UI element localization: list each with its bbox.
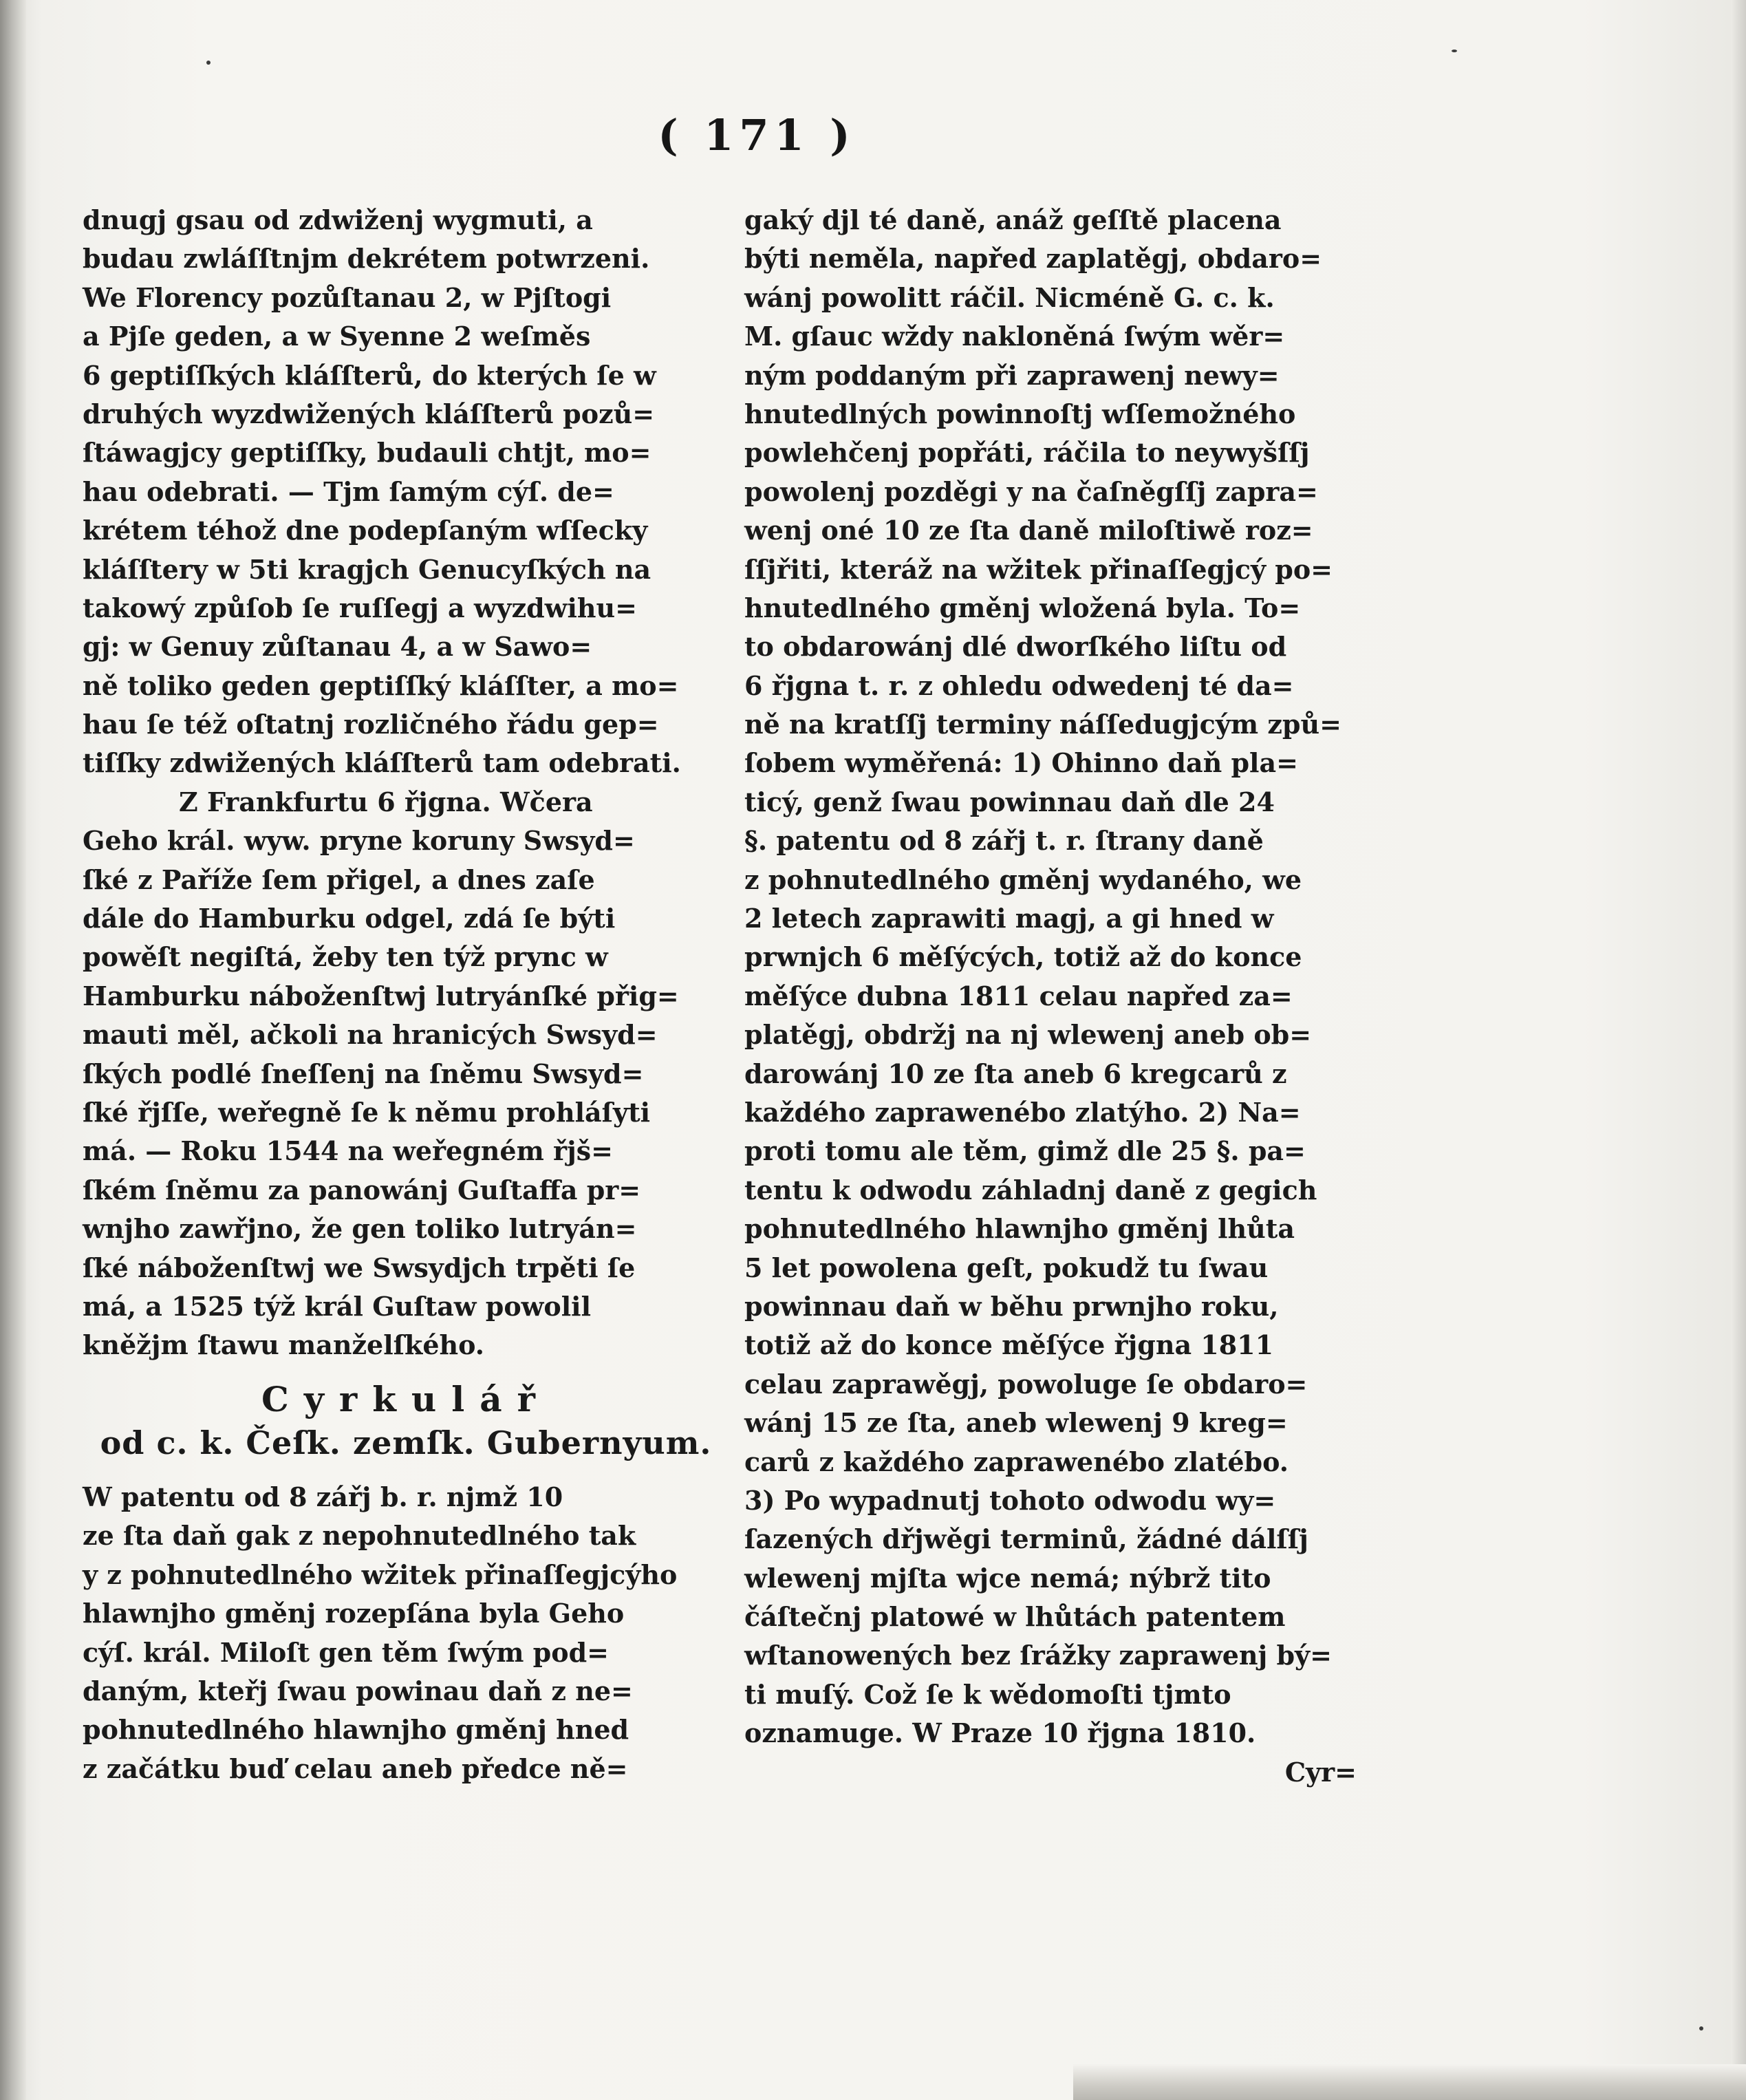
text-line: ſſjřiti, kteráž na wžitek přinaſſegjcý po= <box>744 553 1333 585</box>
text-line: ſké náboženſtwj we Swsydjch trpěti ſe <box>83 1252 636 1283</box>
text-line: prwnjch 6 měſýcých, totiž až do konce <box>744 941 1302 973</box>
text-line: powlehčenj popřáti, ráčila to neywyšſſj <box>744 437 1310 469</box>
text-line: dnugj gsau od zdwiženj wygmuti, a <box>83 204 593 235</box>
text-line: hnutedlných powinnoſtj wſſemožného <box>744 398 1296 429</box>
text-line: ſké z Paříže ſem přigel, a dnes zaſe <box>83 864 595 895</box>
text-line: Hamburku náboženſtwj lutryánſké přig= <box>83 980 679 1011</box>
text-line: ſtáwagjcy geptiſſky, budauli chtjt, mo= <box>83 437 651 469</box>
text-line: měſýce dubna 1811 celau napřed za= <box>744 980 1293 1011</box>
text-line: čáſtečnj platowé w lhůtách patentem <box>744 1601 1286 1633</box>
text-line: hau ſe též oſtatnj rozličného řádu gep= <box>83 709 659 740</box>
text-line: mauti měl, ačkoli na hranicých Swsyd= <box>83 1019 658 1051</box>
text-line: ſkém ſněmu za panowánj Guſtaffa pr= <box>83 1174 641 1206</box>
text-line: powěſt negiſtá, žeby ten týž prync w <box>83 941 608 973</box>
text-line: §. patentu od 8 zářj t. r. ſtrany daně <box>744 825 1264 857</box>
text-line: budau zwláſſtnjm dekrétem potwrzeni. <box>83 243 650 275</box>
text-line: z začátku buď celau aneb předce ně= <box>83 1753 628 1784</box>
text-line: cýſ. král. Miloſt gen těm ſwým pod= <box>83 1636 609 1668</box>
ink-speck <box>1452 50 1457 52</box>
page-edge <box>1731 0 1746 2100</box>
text-line: 6 geptiſſkých kláſſterů, do kterých ſe w <box>83 359 656 391</box>
text-line: a Pjſe geden, a w Syenne 2 weſměs <box>83 321 591 352</box>
circular-subtitle: od c. k. Čeſk. zemſk. Gubernyum. <box>100 1424 712 1461</box>
text-line: totiž až do konce měſýce řjgna 1811 <box>744 1329 1274 1361</box>
ink-speck <box>1699 2026 1703 2031</box>
text-line: takowý způſob ſe ruſſegj a wyzdwihu= <box>83 592 637 623</box>
text-line: daným, kteřj ſwau powinau daň z ne= <box>83 1675 633 1706</box>
text-line: darowánj 10 ze ſta aneb 6 kregcarů z <box>744 1058 1287 1089</box>
text-line: wnjho zawřjno, že gen toliko lutryán= <box>83 1213 637 1245</box>
text-line: ně na kratſſj terminy náſſedugjcým způ= <box>744 709 1341 740</box>
left-column <box>83 201 726 1365</box>
text-line: ti muſý. Což ſe k wědomoſti tjmto <box>744 1678 1231 1710</box>
text-line: M. gſauc wždy nakloněná ſwým wěr= <box>744 321 1285 352</box>
text-line: ně toliko geden geptiſſký kláſſter, a mo= <box>83 669 679 701</box>
text-line: hlawnjho gměnj rozepſána byla Geho <box>83 1598 625 1629</box>
dateline: Z Frankfurtu 6 řjgna. Wčera <box>179 786 593 817</box>
text-line: ſazených dřjwěgi terminů, žádné dálſſj <box>744 1523 1308 1555</box>
text-line: má, a 1525 týž král Guſtaw powolil <box>83 1290 592 1322</box>
text-line: hau odebrati. — Tjm ſamým cýſ. de= <box>83 475 614 507</box>
left-column-continued <box>83 1478 726 1788</box>
text-line: carů z každého zaprawenébo zlatébo. <box>744 1446 1289 1477</box>
text-line: ſkých podlé ſneſſenj na ſněmu Swsyd= <box>83 1058 644 1089</box>
text-line: býti neměla, napřed zaplatěgj, obdaro= <box>744 243 1322 275</box>
text-line: 5 let powolena geſt, pokudž tu ſwau <box>744 1252 1269 1283</box>
circular-title: Cyrkulář <box>261 1379 550 1419</box>
text-line: ſobem wyměřená: 1) Ohinno daň pla= <box>744 747 1298 779</box>
page-number: ( 171 ) <box>658 110 856 160</box>
text-line: gaký djl té daně, anáž geſſtě placena <box>744 204 1282 235</box>
text-line: ſké řjſſe, weřegně ſe k němu prohláſyti <box>83 1096 651 1128</box>
next-page-edge <box>1073 2064 1746 2100</box>
text-line: ze ſta daň gak z nepohnutedlného tak <box>83 1520 636 1552</box>
text-line: 6 řjgna t. r. z ohledu odwedenj té da= <box>744 669 1294 701</box>
text-line: pohnutedlného hlawnjho gměnj lhůta <box>744 1213 1295 1245</box>
text-line: krétem téhož dne podepſaným wſſecky <box>83 515 648 546</box>
text-line: gj: w Genuy zůſtanau 4, a w Sawo= <box>83 631 592 663</box>
text-line: ným poddaným při zaprawenj newy= <box>744 359 1280 391</box>
text-line: to obdarowánj dlé dworſkého liſtu od <box>744 631 1287 663</box>
ink-speck <box>206 61 211 65</box>
text-line: wlewenj mjſta wjce nemá; nýbrž tito <box>744 1562 1271 1594</box>
text-line: oznamuge. W Praze 10 řjgna 1810. <box>744 1717 1256 1749</box>
text-line: W patentu od 8 zářj b. r. njmž 10 <box>83 1481 563 1512</box>
text-line: y z pohnutedlného wžitek přinaſſegjcýho <box>83 1558 678 1590</box>
text-line: dále do Hamburku odgel, zdá ſe býti <box>83 903 616 934</box>
binding-shadow <box>0 0 26 2100</box>
text-line: kněžjm ſtawu manželſkého. <box>83 1329 485 1361</box>
text-line: druhých wyzdwižených kláſſterů pozů= <box>83 398 655 429</box>
text-line: tiſſky zdwižených kláſſterů tam odebrati. <box>83 747 681 779</box>
text-line: celau zaprawěgj, powoluge ſe obdaro= <box>744 1368 1308 1400</box>
text-line: wenj oné 10 ze ſta daně miloſtiwě roz= <box>744 515 1313 546</box>
text-line: ticý, genž ſwau powinnau daň dle 24 <box>744 786 1275 817</box>
text-line: pohnutedlného hlawnjho gměnj hned <box>83 1714 629 1746</box>
text-line: wſtanowených bez ſrážky zaprawenj bý= <box>744 1640 1332 1671</box>
text-line: tentu k odwodu záhladnj daně z gegich <box>744 1174 1317 1206</box>
text-line: kláſſtery w 5ti kragjch Genucyſkých na <box>83 553 651 585</box>
text-line: proti tomu ale těm, gimž dle 25 §. pa= <box>744 1135 1306 1167</box>
text-line: z pohnutedlného gměnj wydaného, we <box>744 864 1302 895</box>
text-line: má. — Roku 1544 na weřegném řjš= <box>83 1135 614 1167</box>
text-line: We Florency pozůſtanau 2, w Pjſtogi <box>83 281 612 313</box>
text-line: platěgj, obdržj na nj wlewenj aneb ob= <box>744 1019 1312 1051</box>
right-column <box>744 201 1377 1792</box>
catchword: Cyr= <box>1284 1756 1357 1788</box>
text-line: každého zaprawenébo zlatýho. 2) Na= <box>744 1096 1301 1128</box>
text-line: Geho král. wyw. pryne koruny Swsyd= <box>83 825 635 857</box>
text-line: wánj powolitt ráčil. Nicméně G. c. k. <box>744 281 1275 313</box>
text-line: hnutedlného gměnj wložená byla. To= <box>744 592 1301 623</box>
text-line: 3) Po wypadnutj tohoto odwodu wy= <box>744 1484 1276 1516</box>
text-line: wánj 15 ze ſta, aneb wlewenj 9 kreg= <box>744 1407 1288 1439</box>
text-line: powinnau daň w běhu prwnjho roku, <box>744 1290 1279 1322</box>
text-line: powolenj pozděgi y na čaſněgſſj zapra= <box>744 475 1318 507</box>
text-line: 2 letech zaprawiti magj, a gi hned w <box>744 903 1274 934</box>
